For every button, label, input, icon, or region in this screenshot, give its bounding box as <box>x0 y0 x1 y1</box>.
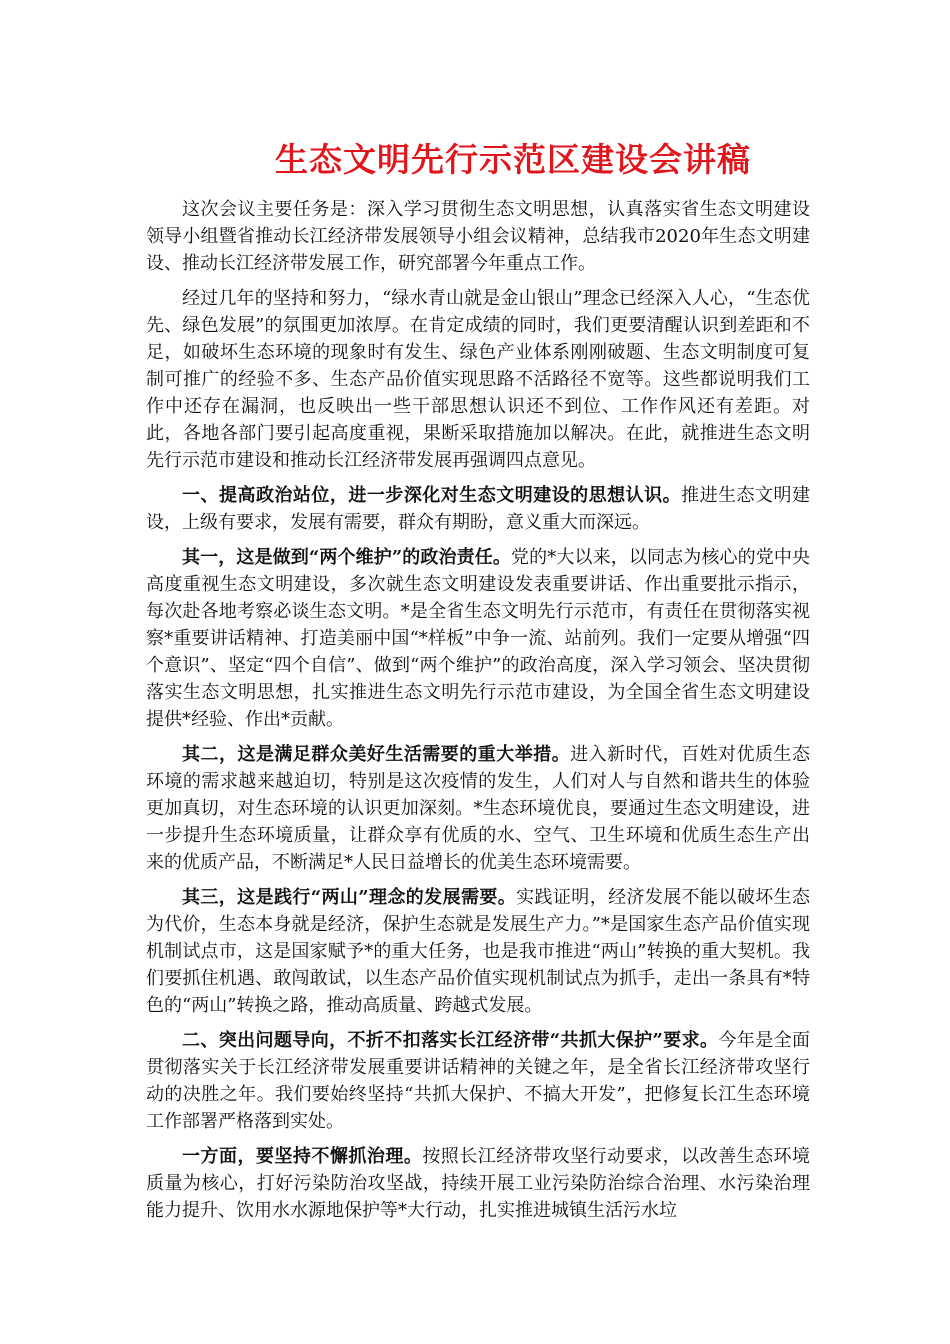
paragraph-achievements <box>146 285 810 474</box>
paragraph-text: 今年是全面贯彻落实关于长江经济带发展重要讲话精神的关键之年，是全省长江经济带攻坚行动的决胜之年。我们要始终坚持“共抓大保护、不搞大开发”，把修复长江生态环境工作部署严格落到实处。 <box>146 1030 810 1132</box>
section-heading: 一、提高政治站位，进一步深化对生态文明建设的思想认识。 <box>182 485 682 506</box>
paragraph-text: 实践证明，经济发展不能以破坏生态为代价，生态本身就是经济，保护生态就是发展生产力。”*是国家生态产品价值实现机制试点市，这是国家赋予*的重大任务，也是我市推进“两山”转换的重大契机。我们要抓住机遇、敢闯敢试，以生态产品价值实现机制试点为抓手，走出一条具有*特色的“两山”转换之路，推动高质量、跨越式发展。 <box>146 887 810 1016</box>
paragraph-text: 经过几年的坚持和努力，“绿水青山就是金山银山”理念已经深入人心，“生态优先、绿色发展”的氛围更加浓厚。在肯定成绩的同时，我们更要清醒认识到差距和不足，如破坏生态环境的现象时有发生、绿色产业体系刚刚破题、生态文明制度可复制可推广的经验不多、生态产品价值实现思路不活路径不宽等。这些都说明我们工作中还存在漏洞，也反映出一些干部思想认识还不到位、工作作风还有差距。对此，各地各部门要引起高度重视，果断采取措施加以解决。在此，就推进生态文明先行示范市建设和推动长江经济带发展再强调四点意见。 <box>146 288 810 471</box>
paragraph-governance <box>146 1143 810 1224</box>
paragraph-section-two <box>146 1027 810 1135</box>
paragraph-section-one <box>146 482 810 536</box>
paragraph-text: 按照长江经济带攻坚行动要求，以改善生态环境质量为核心，打好污染防治攻坚战，持续开展工业污染防治综合治理、水污染治理能力提升、饮用水水源地保护等*大行动，扎实推进城镇生活污水垃 <box>146 1146 811 1221</box>
point-heading: 其三，这是践行“两山”理念的发展需要。 <box>182 887 517 908</box>
paragraph-text: 推进生态文明建设，上级有要求，发展有需要，群众有期盼，意义重大而深远。 <box>146 485 811 533</box>
point-heading: 一方面，要坚持不懈抓治理。 <box>182 1146 423 1167</box>
point-heading: 其一，这是做到“两个维护”的政治责任。 <box>182 547 512 568</box>
paragraph-point-two <box>146 741 810 876</box>
document-title: 生态文明先行示范区建设会讲稿 <box>275 140 751 179</box>
section-heading: 二、突出问题导向，不折不扣落实长江经济带“共抓大保护”要求。 <box>182 1030 719 1051</box>
paragraph-point-one <box>146 544 810 733</box>
document-page <box>146 128 810 1232</box>
paragraph-text: 进入新时代，百姓对优质生态环境的需求越来越迫切，特别是这次疫情的发生，人们对人与自然和谐共生的体验更加真切，对生态环境的认识更加深刻。*生态环境优良，要通过生态文明建设，进一步提升生态环境质量，让群众享有优质的水、空气、卫生环境和优质生态生产出来的优质产品，不断满足*人民日益增长的优美生态环境需要。 <box>146 744 811 873</box>
point-heading: 其二，这是满足群众美好生活需要的重大举措。 <box>182 744 571 765</box>
paragraph-intro <box>146 196 810 277</box>
paragraph-point-three <box>146 884 810 1019</box>
paragraph-text: 党的*大以来，以同志为核心的党中央高度重视生态文明建设，多次就生态文明建设发表重要讲话、作出重要批示指示，每次赴各地考察必谈生态文明。*是全省生态文明先行示范市，有责任在贯彻落实视察*重要讲话精神、打造美丽中国“*样板”中争一流、站前列。我们一定要从增强“四个意识”、坚定“四个自信”、做到“两个维护”的政治高度，深入学习领会、坚决贯彻落实生态文明思想，扎实推进生态文明先行示范市建设，为全国全省生态文明建设提供*经验、作出*贡献。 <box>146 547 810 730</box>
paragraph-text: 这次会议主要任务是：深入学习贯彻生态文明思想，认真落实省生态文明建设领导小组暨省推动长江经济带发展领导小组会议精神，总结我市2020年生态文明建设、推动长江经济带发展工作，研究部署今年重点工作。 <box>146 199 810 274</box>
